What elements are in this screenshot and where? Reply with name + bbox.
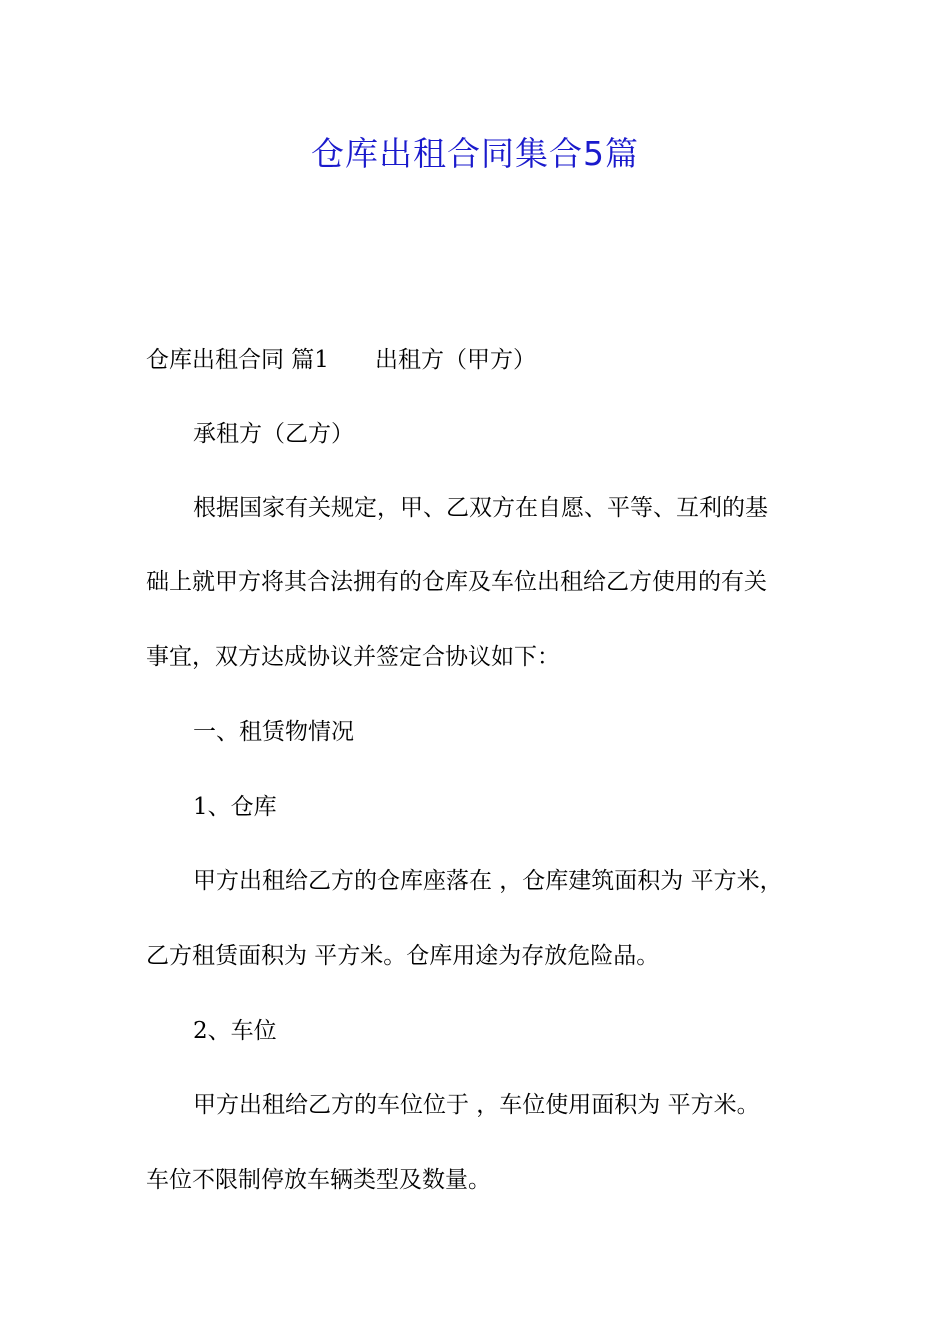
document-title: 仓库出租合同集合5篇 <box>311 134 639 173</box>
lessor-label: 出租方（甲方） <box>374 347 536 373</box>
paragraph-line: 础上就甲方将其合法拥有的仓库及车位出租给乙方使用的有关 <box>146 569 767 595</box>
section-header-line <box>146 345 536 375</box>
paragraph-line: 乙方租赁面积为 平方米。仓库用途为存放危险品。 <box>146 943 660 969</box>
clause-heading: 一、租赁物情况 <box>193 719 354 745</box>
item-heading-warehouse: 1、仓库 <box>193 794 277 820</box>
paragraph-line: 车位不限制停放车辆类型及数量。 <box>146 1167 491 1193</box>
paragraph-line: 根据国家有关规定，甲、乙双方在自愿、平等、互利的基 <box>193 495 768 521</box>
section-heading: 仓库出租合同 篇1 <box>146 347 329 373</box>
paragraph-line: 甲方出租给乙方的仓库座落在 ，仓库建筑面积为 平方米， <box>193 868 783 894</box>
item-heading-parking: 2、车位 <box>193 1018 277 1044</box>
paragraph-line: 甲方出租给乙方的车位位于 ，车位使用面积为 平方米。 <box>193 1092 760 1118</box>
paragraph-line: 事宜，双方达成协议并签定合协议如下： <box>146 644 560 670</box>
lessee-label: 承租方（乙方） <box>193 421 354 447</box>
